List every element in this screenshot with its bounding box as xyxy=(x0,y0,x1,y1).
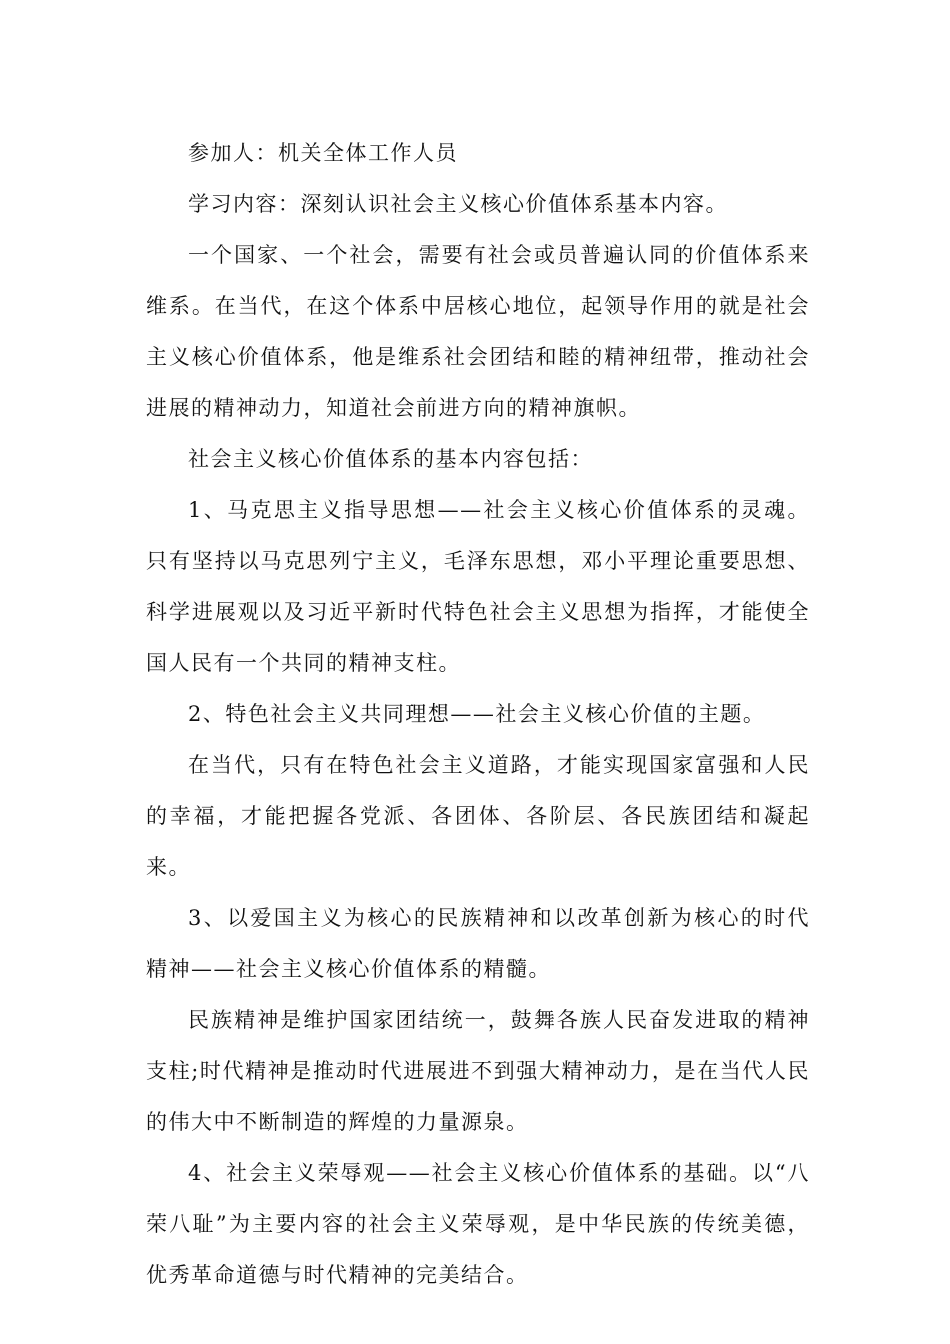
paragraph-basic-content-heading: 社会主义核心价值体系的基本内容包括： xyxy=(188,447,593,471)
paragraph-study-content: 学习内容：深刻认识社会主义核心价值体系基本内容。 xyxy=(188,192,728,216)
paragraph-participants: 参加人：机关全体工作人员 xyxy=(188,141,458,165)
paragraph-intro: 一个国家、一个社会，需要有社会或员普遍认同的价值体系来维系。在当代，在这个体系中居核心地位，起领导作用的就是社会主义核心价值体系，他是维系社会团结和睦的精神纽带，推动社会进展的精神动力，知道社会前进方向的精神旗帜。 xyxy=(146,243,810,420)
paragraph-item-2: 2、特色社会主义共同理想——社会主义核心价值的主题。 xyxy=(188,702,766,726)
paragraph-item-3: 3、以爱国主义为核心的民族精神和以改革创新为核心的时代精神——社会主义核心价值体系的精髓。 xyxy=(146,906,810,981)
paragraph-item-2-detail: 在当代，只有在特色社会主义道路，才能实现国家富强和人民的幸福，才能把握各党派、各团体、各阶层、各民族团结和凝起来。 xyxy=(146,753,810,879)
paragraph-item-3-detail: 民族精神是维护国家团结统一，鼓舞各族人民奋发进取的精神支柱;时代精神是推动时代进展进不到强大精神动力，是在当代人民的伟大中不断制造的辉煌的力量源泉。 xyxy=(146,1008,810,1134)
paragraph-item-1: 1、马克思主义指导思想——社会主义核心价值体系的灵魂。只有坚持以马克思列宁主义，毛泽东思想，邓小平理论重要思想、科学进展观以及习近平新时代特色社会主义思想为指挥，才能使全国人民有一个共同的精神支柱。 xyxy=(146,498,810,675)
document-body xyxy=(146,128,810,1301)
paragraph-item-4: 4、社会主义荣辱观——社会主义核心价值体系的基础。以“八荣八耻”为主要内容的社会主义荣辱观，是中华民族的传统美德，优秀革命道德与时代精神的完美结合。 xyxy=(146,1161,810,1287)
